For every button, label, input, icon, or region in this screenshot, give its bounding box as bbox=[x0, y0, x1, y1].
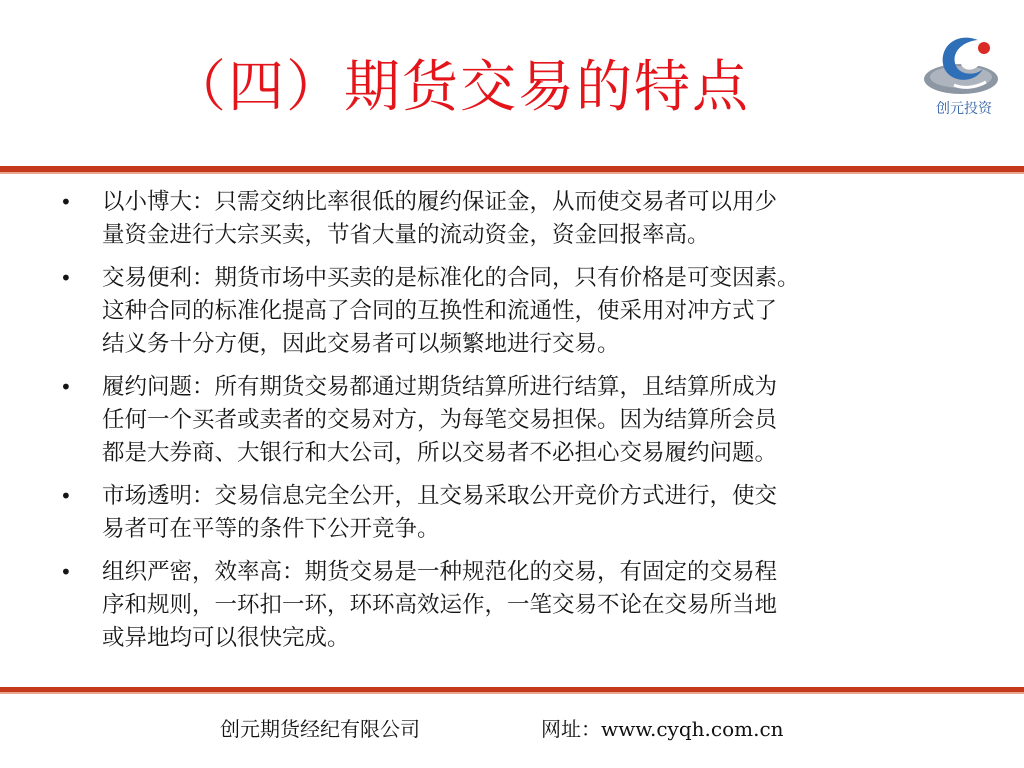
company-logo bbox=[918, 28, 1010, 124]
bullet-item-leverage bbox=[60, 186, 980, 252]
bullet-line: 履约问题：所有期货交易都通过期货结算所进行结算，且结算所成为 bbox=[102, 374, 778, 400]
bullet-line: 任何一个买者或卖者的交易对方，为每笔交易担保。因为结算所会员 bbox=[102, 407, 778, 433]
bullet-line: 交易便利：期货市场中买卖的是标准化的合同，只有价格是可变因素。 bbox=[102, 265, 800, 291]
bullet-line: 组织严密，效率高：期货交易是一种规范化的交易，有固定的交易程 bbox=[102, 559, 778, 585]
bullet-icon: • bbox=[60, 375, 72, 399]
bullet-line: 结义务十分方便，因此交易者可以频繁地进行交易。 bbox=[102, 331, 620, 357]
bullet-line: 以小博大：只需交纳比率很低的履约保证金，从而使交易者可以用少 bbox=[102, 189, 778, 215]
bullet-line: 序和规则，一环扣一环，环环高效运作，一笔交易不论在交易所当地 bbox=[102, 592, 778, 618]
bullet-line: 或异地均可以很快完成。 bbox=[102, 625, 350, 651]
bullet-line: 市场透明：交易信息完全公开，且交易采取公开竞价方式进行，使交 bbox=[102, 483, 778, 509]
bullet-icon: • bbox=[60, 266, 72, 290]
bullet-icon: • bbox=[60, 484, 72, 508]
feature-list bbox=[60, 186, 980, 665]
bullet-item-convenience bbox=[60, 262, 980, 361]
bullet-icon: • bbox=[60, 190, 72, 214]
bullet-icon: • bbox=[60, 560, 72, 584]
top-divider-shadow bbox=[0, 172, 1024, 174]
bullet-line: 这种合同的标准化提高了合同的互换性和流通性，使采用对冲方式了 bbox=[102, 298, 778, 324]
bullet-item-transparency bbox=[60, 480, 980, 546]
slide-title: （四）期货交易的特点 bbox=[170, 55, 750, 120]
footer-company-name: 创元期货经纪有限公司 bbox=[220, 717, 420, 741]
bullet-item-organization bbox=[60, 556, 980, 655]
bullet-line: 易者可在平等的条件下公开竞争。 bbox=[102, 516, 440, 542]
logo-text: 创元投资 bbox=[936, 101, 992, 117]
logo-mark-icon bbox=[918, 28, 1010, 102]
bottom-divider-shadow bbox=[0, 692, 1024, 694]
bullet-line: 量资金进行大宗买卖，节省大量的流动资金，资金回报率高。 bbox=[102, 222, 710, 248]
footer-website: 网址：www.cyqh.com.cn bbox=[541, 717, 784, 741]
bullet-item-performance bbox=[60, 371, 980, 470]
bullet-line: 都是大券商、大银行和大公司，所以交易者不必担心交易履约问题。 bbox=[102, 440, 778, 466]
slide-footer bbox=[0, 712, 1024, 746]
